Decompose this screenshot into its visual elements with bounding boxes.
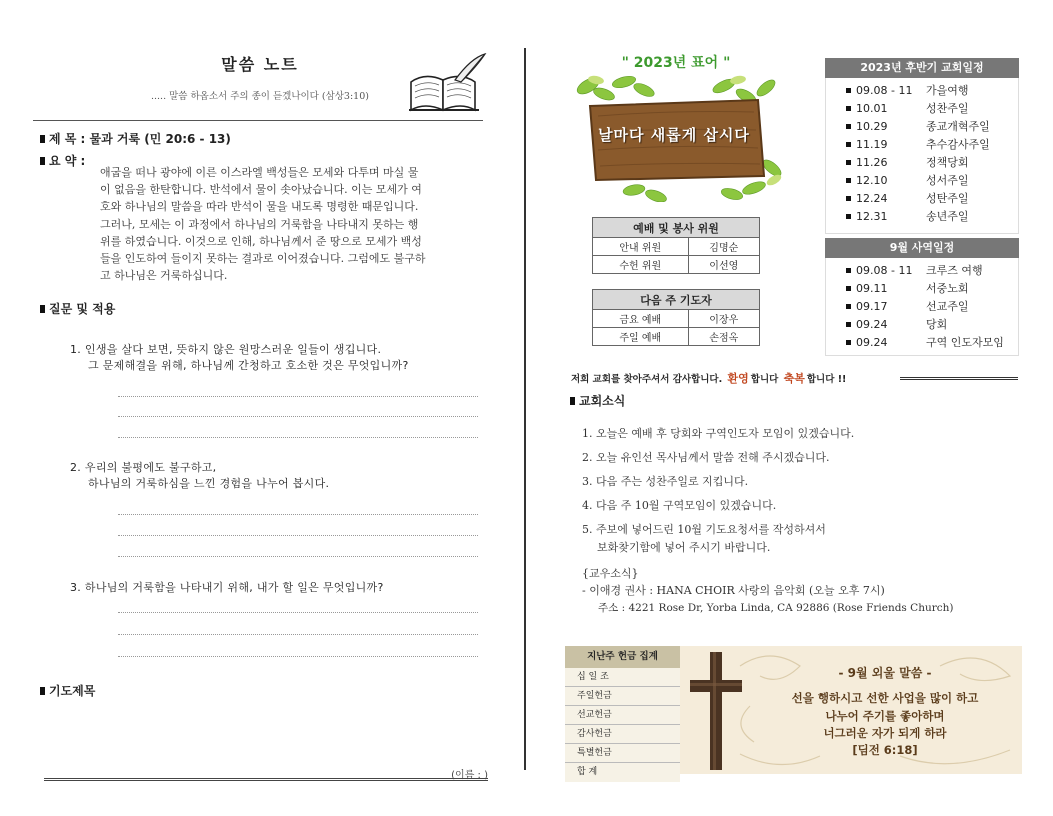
- serve-table-header: 예배 및 봉사 위원: [593, 218, 760, 238]
- thanks-text: 합니다 !!: [806, 374, 847, 385]
- summary-line: 들을 인도하여 들이지 못하는 결과로 이어졌습니다. 그럼에도 불구하: [100, 252, 426, 266]
- list-item: 11.26 정책당회: [846, 154, 1018, 172]
- table-row: [593, 328, 760, 346]
- offering-row: 합 계: [565, 763, 680, 782]
- news-item-continued: 보화찾기함에 넣어 주시기 바랍니다.: [597, 541, 771, 554]
- bullet-square-icon: [40, 305, 45, 313]
- list-item: 10.01 성찬주일: [846, 100, 1018, 118]
- bullet-square-icon: [40, 687, 45, 695]
- verse-line: 너그러운 자가 되게 하라: [823, 726, 947, 740]
- page-subtitle: ..... 말씀 하옵소서 주의 종이 듣겠나이다 (삼상3:10): [151, 91, 369, 102]
- offering-header: 지난주 헌금 집계: [565, 646, 680, 668]
- list-item: 09.08 - 11 크루즈 여행: [846, 262, 1018, 280]
- summary-line: 위를 하였습니다. 이것으로 인해, 하나님께서 준 땅으로 모세가 백성: [100, 234, 422, 248]
- list-item: 09.24 당회: [846, 316, 1018, 334]
- table-row: [593, 256, 760, 274]
- topic-row: [40, 130, 231, 147]
- news-heading: [570, 392, 625, 409]
- question-3: [70, 580, 384, 596]
- table-row: [593, 238, 760, 256]
- qa-label: 질문 및 적용: [49, 302, 116, 316]
- schedule2-list: [825, 258, 1019, 356]
- list-item: 12.10 성서주일: [846, 172, 1018, 190]
- summary-line: 이 없음을 한탄합니다. 반석에서 물이 솟아났습니다. 이는 모세가 여: [100, 183, 422, 197]
- list-item: 11.19 추수감사주일: [846, 136, 1018, 154]
- offering-row: 특별헌금: [565, 744, 680, 763]
- role-cell: 수헌 위원: [593, 256, 689, 274]
- summary-heading: [40, 152, 85, 169]
- question-line: 그 문제해결을 위해, 하나님께 간청하고 호소한 것은 무엇입니까?: [88, 359, 409, 372]
- thanks-text: 저희 교회를 찾아주셔서 감사합니다.: [571, 374, 723, 385]
- schedule2-header: 9월 사역일정: [825, 238, 1019, 258]
- answer-line[interactable]: [118, 396, 478, 397]
- serve-committee-table: [592, 217, 760, 274]
- news-label: 교회소식: [579, 394, 626, 408]
- name-cell: 손점옥: [688, 328, 759, 346]
- bullet-square-icon: [40, 157, 45, 165]
- verse-line: 나누어 주기를 좋아하며: [825, 709, 945, 723]
- next-prayer-table: [592, 289, 760, 346]
- summary-line: 애굽을 떠나 광야에 이른 이스라엘 백성들은 모세와 다투며 마실 물: [100, 166, 419, 179]
- welcome-message: [571, 370, 846, 386]
- verse-line: 선을 행하시고 선한 사업을 많이 하고: [791, 691, 979, 705]
- answer-line[interactable]: [118, 634, 478, 635]
- role-cell: 안내 위원: [593, 238, 689, 256]
- question-1: [70, 342, 409, 374]
- open-book-quill-icon: [405, 52, 487, 116]
- answer-line[interactable]: [118, 416, 478, 417]
- news-item: 1. 오늘은 예배 후 당회와 구역인도자 모임이 있겠습니다.: [582, 427, 855, 440]
- member-news-line: - 이애경 권사 : HANA CHOIR 사랑의 음악회 (오늘 오후 7시): [582, 584, 885, 597]
- name-cell: 이선영: [688, 256, 759, 274]
- welcome-highlight: 환영: [727, 372, 749, 385]
- news-item: 4. 다음 주 10월 구역모임이 있겠습니다.: [582, 499, 777, 512]
- name-label: (이름 : ): [451, 770, 488, 781]
- schedule1-header: 2023년 후반기 교회일정: [825, 58, 1019, 78]
- verse-reference: [딤전 6:18]: [852, 743, 918, 757]
- motto-text: 날마다 새롭게 삽시다: [598, 126, 750, 144]
- name-field[interactable]: [44, 768, 488, 781]
- header-rule: [33, 120, 483, 121]
- page-title: 말씀 노트: [221, 55, 299, 74]
- offering-summary: [565, 646, 680, 782]
- thanks-rule: [900, 377, 1018, 380]
- topic-label: 제 목 :: [49, 132, 86, 146]
- summary-label: 요 약 :: [49, 154, 86, 168]
- motto-title: " 2023년 표어 ": [621, 55, 731, 71]
- member-news-address: 주소 : 4221 Rose Dr, Yorba Linda, CA 92886 (Rose Friends Church): [598, 602, 954, 614]
- answer-line[interactable]: [118, 437, 478, 438]
- topic-text: 물과 거룩 (민 20:6 - 13): [89, 132, 231, 146]
- list-item: 10.29 종교개혁주일: [846, 118, 1018, 136]
- table-row: [593, 310, 760, 328]
- list-item: 09.24 구역 인도자모임: [846, 334, 1018, 352]
- summary-line: 그러나, 모세는 이 과정에서 하나님의 거룩함을 나타내지 못하는 행: [100, 217, 419, 231]
- schedule1-list: [825, 78, 1019, 234]
- news-item: 5. 주보에 넣어드린 10월 기도요청서를 작성하셔서: [582, 523, 826, 536]
- member-news-heading: {교우소식}: [582, 567, 639, 580]
- list-item: 09.08 - 11 가을여행: [846, 82, 1018, 100]
- answer-line[interactable]: [118, 612, 478, 613]
- offering-row: 십 일 조: [565, 668, 680, 687]
- answer-line[interactable]: [118, 556, 478, 557]
- name-cell: 이장우: [688, 310, 759, 328]
- summary-line: 고 하나님은 거룩하십니다.: [100, 269, 228, 283]
- question-line: 2. 우리의 불평에도 불구하고,: [70, 461, 217, 474]
- bullet-square-icon: [40, 135, 45, 143]
- answer-line[interactable]: [118, 514, 478, 515]
- bullet-square-icon: [570, 397, 575, 405]
- service-cell: 금요 예배: [593, 310, 689, 328]
- list-item: 12.31 송년주일: [846, 208, 1018, 226]
- offering-row: 주일헌금: [565, 687, 680, 706]
- answer-line[interactable]: [118, 535, 478, 536]
- list-item: 09.17 선교주일: [846, 298, 1018, 316]
- offering-row: 선교헌금: [565, 706, 680, 725]
- question-line: 하나님의 거룩하심을 느낀 경험을 나누어 봅시다.: [88, 477, 330, 490]
- summary-text: [100, 164, 472, 284]
- news-item: 3. 다음 주는 성찬주일로 지킵니다.: [582, 475, 749, 488]
- name-cell: 김명순: [688, 238, 759, 256]
- list-item: 09.11 서중노회: [846, 280, 1018, 298]
- offering-row: 감사헌금: [565, 725, 680, 744]
- prayer-label: 기도제목: [49, 684, 96, 698]
- question-2: [70, 460, 329, 492]
- question-line: 1. 인생을 살다 보면, 뜻하지 않은 원망스러운 일들이 생깁니다.: [70, 343, 382, 356]
- verse-title: - 9월 외울 말씀 -: [838, 666, 932, 680]
- prayer-table-header: 다음 주 기도자: [593, 290, 760, 310]
- question-line: 3. 하나님의 거룩함을 나타내기 위해, 내가 할 일은 무엇입니까?: [70, 581, 384, 594]
- news-item: 2. 오늘 유인선 목사님께서 말씀 전해 주시겠습니다.: [582, 451, 830, 464]
- summary-line: 호와 하나님의 말씀을 따라 반석이 물을 내도록 명령한 때문입니다.: [100, 200, 419, 214]
- page-divider: [524, 48, 526, 770]
- thanks-text: 합니다: [750, 374, 779, 385]
- list-item: 12.24 성탄주일: [846, 190, 1018, 208]
- answer-line[interactable]: [118, 656, 478, 657]
- prayer-heading: [40, 682, 95, 699]
- bless-highlight: 축복: [783, 372, 805, 385]
- service-cell: 주일 예배: [593, 328, 689, 346]
- qa-heading: [40, 300, 115, 317]
